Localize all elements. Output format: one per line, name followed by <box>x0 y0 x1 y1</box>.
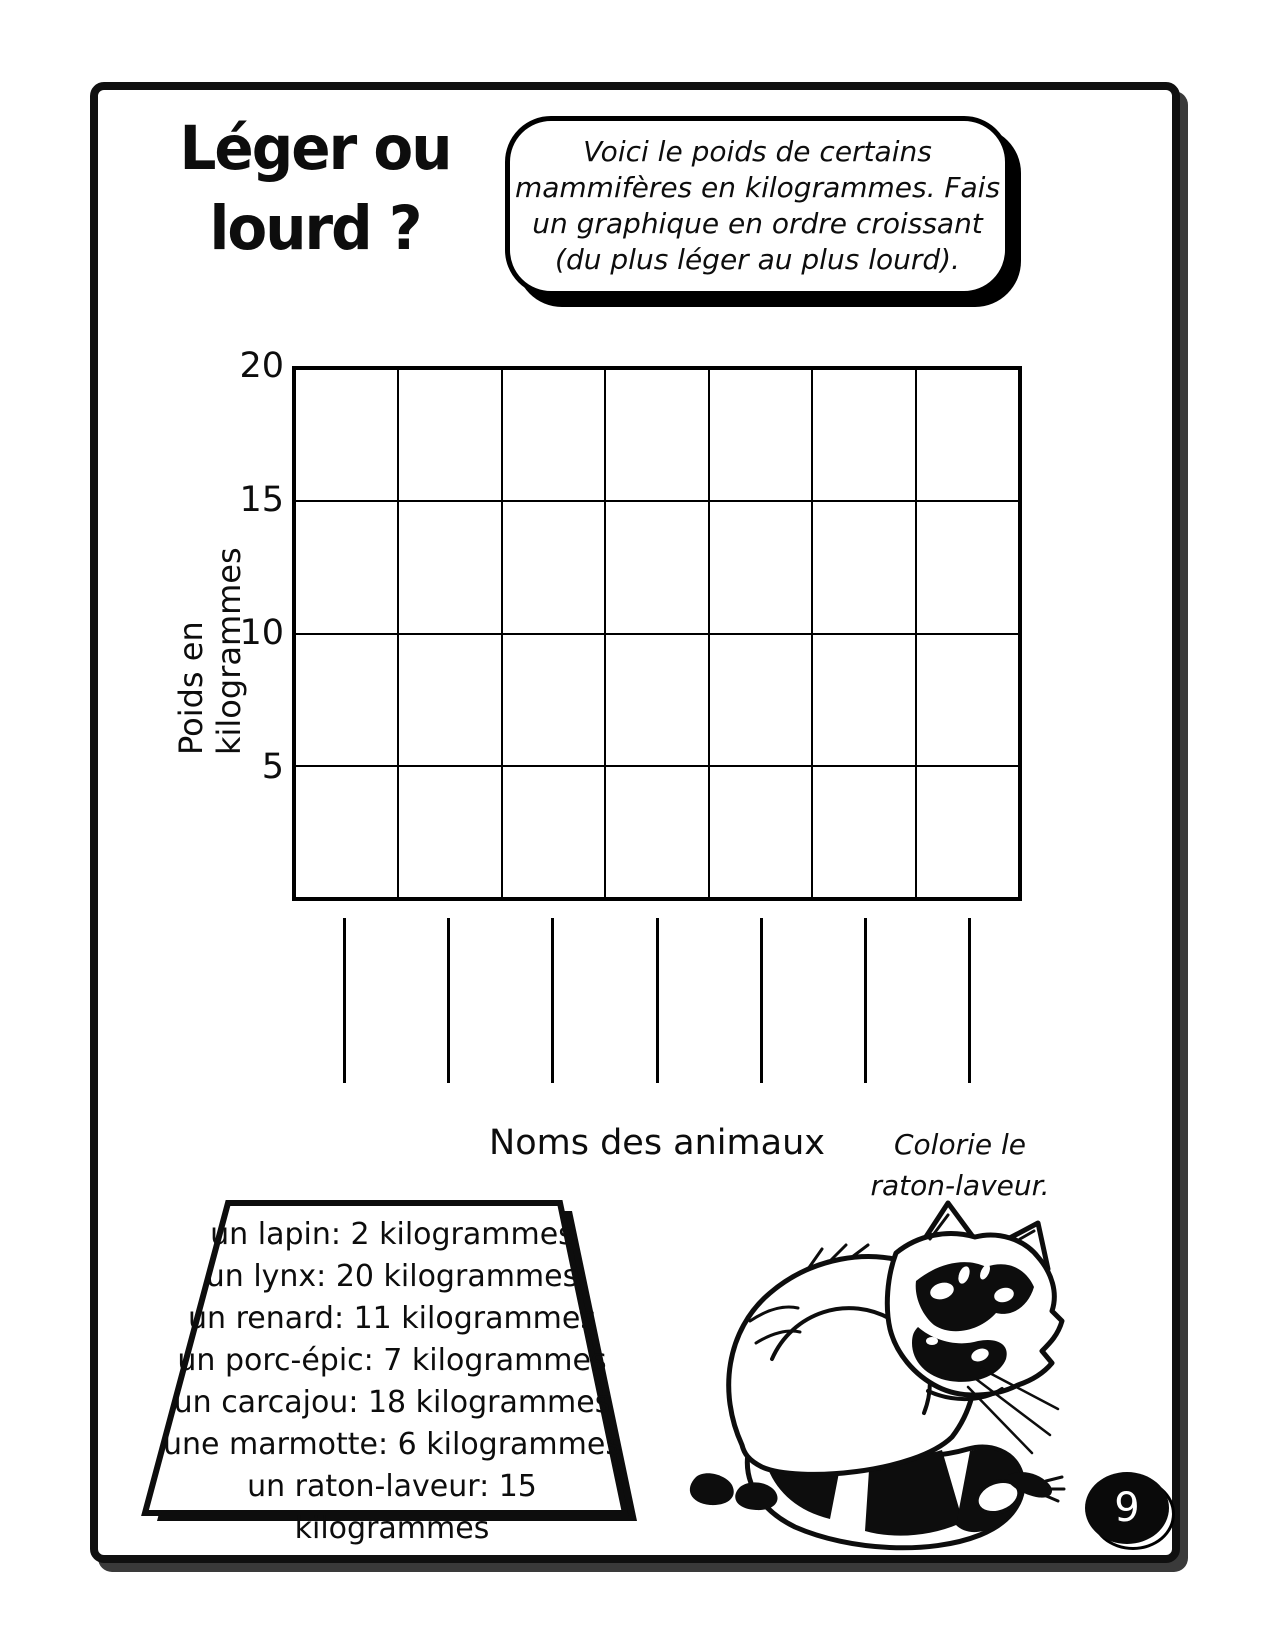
x-tick-line <box>551 918 554 1083</box>
weight-item-raton-laveur: un raton-laveur: 15 kilogrammes <box>247 1469 537 1546</box>
chart-grid <box>292 366 1022 901</box>
grid-cell <box>295 501 398 633</box>
y-tick-20: 20 <box>239 346 284 386</box>
grid-cell <box>812 766 915 898</box>
grid-cell <box>812 369 915 501</box>
grid-cell <box>398 766 501 898</box>
grid-cell <box>709 369 812 501</box>
grid-cell <box>916 501 1019 633</box>
grid-cell <box>605 369 708 501</box>
weight-item-lapin: un lapin: 2 kilogrammes <box>210 1217 574 1252</box>
weights-list <box>152 1214 632 1550</box>
grid-cell <box>502 634 605 766</box>
grid-cell <box>398 369 501 501</box>
instruction-bubble <box>505 116 1010 296</box>
x-tick-line <box>656 918 659 1083</box>
instruction-line: Voici le poids de certains <box>583 135 932 168</box>
grid-cell <box>605 766 708 898</box>
grid-cell <box>916 634 1019 766</box>
weight-item-porc-epic: un porc-épic: 7 kilogrammes <box>177 1343 607 1378</box>
grid-cell <box>398 501 501 633</box>
y-axis-label: Poids en kilogrammes <box>172 547 248 755</box>
x-axis-tick-lines <box>292 918 1022 1083</box>
grid-cell <box>605 634 708 766</box>
grid-cell <box>709 634 812 766</box>
y-tick-15: 15 <box>239 480 284 520</box>
x-tick-line <box>864 918 867 1083</box>
weight-item-carcajou: un carcajou: 18 kilogrammes <box>173 1385 611 1420</box>
instruction-line: (du plus léger au plus lourd). <box>555 243 960 276</box>
page-title-line2: lourd ? <box>209 192 421 264</box>
page-number-badge <box>1085 1472 1169 1544</box>
weight-item-lynx: un lynx: 20 kilogrammes <box>205 1259 579 1294</box>
grid-cell <box>502 501 605 633</box>
x-tick-line <box>760 918 763 1083</box>
raccoon-paw <box>690 1473 734 1505</box>
x-axis-label: Noms des animaux <box>489 1123 825 1163</box>
instruction-line: mammifères en kilogrammes. Fais <box>514 171 1001 204</box>
raccoon-claws <box>1044 1477 1064 1501</box>
grid-cell <box>812 501 915 633</box>
grid-cell <box>295 634 398 766</box>
colorie-line1: Colorie le <box>893 1128 1026 1161</box>
instruction-line: un graphique en ordre croissant <box>532 207 983 240</box>
y-tick-10: 10 <box>239 613 284 653</box>
y-tick-5: 5 <box>261 747 284 787</box>
grid-cell <box>502 369 605 501</box>
grid-cell <box>709 501 812 633</box>
grid-cell <box>295 766 398 898</box>
grid-cell <box>812 634 915 766</box>
page-number: 9 <box>1114 1485 1140 1531</box>
page-title <box>155 108 475 268</box>
weight-item-renard: un renard: 11 kilogrammes <box>188 1301 596 1336</box>
grid-cell <box>295 369 398 501</box>
grid-cell <box>709 766 812 898</box>
grid-cell <box>916 369 1019 501</box>
colorie-line2: raton-laveur. <box>870 1169 1050 1202</box>
x-tick-line <box>447 918 450 1083</box>
x-tick-line <box>343 918 346 1083</box>
weight-item-marmotte: une marmotte: 6 kilogrammes <box>163 1427 621 1462</box>
grid-cell <box>605 501 708 633</box>
grid-cell <box>502 766 605 898</box>
grid-cell <box>916 766 1019 898</box>
grid-cell <box>398 634 501 766</box>
raccoon-muzzle-highlight <box>926 1337 938 1345</box>
raccoon-illustration <box>680 1145 1075 1565</box>
x-tick-line <box>968 918 971 1083</box>
page-title-line1: Léger ou <box>179 112 451 184</box>
